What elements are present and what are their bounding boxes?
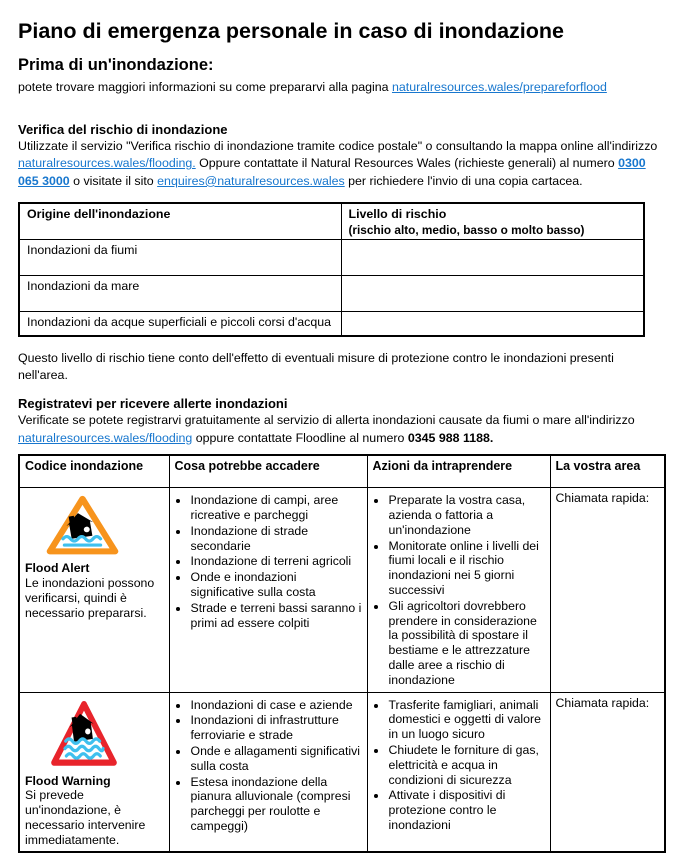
link-enquires-email[interactable]: enquires@naturalresources.wales <box>157 173 345 188</box>
flood-warning-name: Flood Warning <box>25 773 111 788</box>
text-segment: potete trovare maggiori informazioni su come prepararvi alla pagina <box>18 80 392 94</box>
flood-alert-code-cell <box>19 488 169 692</box>
risk-note: Questo livello di rischio tiene conto dell'effetto di eventuali misure di protezione contro le inondazioni presenti nell'area. <box>18 350 614 383</box>
alerts-header-what: Cosa potrebbe accadere <box>169 455 367 488</box>
bullet-item: • Strade e terreni bassi saranno i primi ad essere colpiti <box>190 601 362 631</box>
bullet-item: • Onde e inondazioni significative sulla costa <box>190 570 362 600</box>
flood-warning-area-cell: Chiamata rapida: <box>550 692 665 851</box>
flood-alert-description: Le inondazioni possono verificarsi, quindi è necessario prepararsi. <box>25 576 155 620</box>
flood-alert-actions-cell <box>367 488 550 692</box>
bullet-item: • Monitorate online i livelli dei fiumi locali e il rischio inondazioni nei 5 giorni successivi <box>388 539 545 598</box>
risk-level-cell-sea <box>341 275 644 311</box>
risk-row-surface-water <box>19 311 644 336</box>
bullet-item: • Attivate i dispositivi di protezione contro le inondazioni <box>388 788 545 832</box>
text-segment: oppure contattate Floodline al numero <box>192 430 408 445</box>
bullet-item: • Inondazione di strade secondarie <box>190 524 362 554</box>
check-risk-paragraph <box>18 138 663 191</box>
risk-row-label: Inondazioni da acque superficiali e piccoli corsi d'acqua <box>19 311 341 336</box>
flood-alert-area-cell: Chiamata rapida: <box>550 488 665 692</box>
check-risk-heading: Verifica del rischio di inondazione <box>18 121 228 137</box>
bullet-item: • Gli agricoltori dovrebbero prendere in considerazione la possibilità di spostare il bestiame e le attrezzature dalle aree a rischio di inondazione <box>388 599 545 688</box>
bullet-item: • Estesa inondazione della pianura alluvionale (compresi parcheggi per roulotte e campeggi) <box>190 775 362 834</box>
bullet-item: • Inondazioni di case e aziende <box>190 698 362 713</box>
page-title: Piano di emergenza personale in caso di inondazione <box>18 19 564 43</box>
bullet-item: • Preparate la vostra casa, azienda o fattoria a un'inondazione <box>388 493 545 537</box>
register-heading: Registratevi per ricevere allerte inondazioni <box>18 396 288 412</box>
flood-alert-actions-list <box>373 493 545 687</box>
link-prepareforflood[interactable]: naturalresources.wales/prepareforflood <box>391 80 607 94</box>
bullet-item: • Onde e allagamenti significativi sulla costa <box>190 744 362 774</box>
link-phone-0300-065-3000[interactable]: 0300 065 3000 <box>18 156 646 188</box>
flood-warning-what-cell <box>169 692 367 851</box>
risk-level-cell-surface-water <box>341 311 644 336</box>
bullet-item: • Inondazione di campi, aree ricreative e parcheggi <box>190 493 362 523</box>
risk-header-origin: Origine dell'inondazione <box>19 203 341 239</box>
flood-warning-code-cell <box>19 692 169 851</box>
alerts-header-area: La vostra area <box>550 455 665 488</box>
flood-alert-what-cell <box>169 488 367 692</box>
alerts-header-code: Codice inondazione <box>19 455 169 488</box>
before-flood-intro <box>18 79 663 97</box>
risk-row-rivers <box>19 239 644 275</box>
risk-row-label: Inondazioni da mare <box>19 275 341 311</box>
flood-warning-actions-cell <box>367 692 550 851</box>
text-segment: Verificate se potete registrarvi gratuitamente al servizio di allerta inondazioni causate da fiumi o mare all'indirizzo <box>18 413 635 428</box>
risk-level-cell-rivers <box>341 239 644 275</box>
risk-header-level-subtitle: (rischio alto, medio, basso o molto basso) <box>348 222 585 237</box>
flood-alert-row <box>19 488 665 692</box>
text-segment: o visitate il sito <box>69 173 158 188</box>
bullet-item: • Chiudete le forniture di gas, elettricità e acqua in condizioni di sicurezza <box>388 743 545 787</box>
alerts-table-header-row <box>19 455 665 488</box>
text-segment: per richiedere l'invio di una copia cartacea. <box>344 173 583 188</box>
risk-table-header-row <box>19 203 644 239</box>
link-flooding-2[interactable]: naturalresources.wales/flooding <box>18 430 193 445</box>
alerts-table <box>18 454 666 852</box>
flood-alert-happen-list <box>175 493 362 630</box>
flood-warning-description: Si prevede un'inondazione, è necessario intervenire immediatamente. <box>25 788 146 847</box>
text-segment: Oppure contattate il Natural Resources Wales (richieste generali) al numero <box>195 156 619 171</box>
flood-alert-name: Flood Alert <box>25 561 90 576</box>
risk-header-level <box>341 203 644 239</box>
bullet-item: • Inondazioni di infrastrutture ferroviarie e strade <box>190 713 362 743</box>
register-paragraph <box>18 412 663 447</box>
alerts-header-actions: Azioni da intraprendere <box>367 455 550 488</box>
flood-warning-icon <box>50 699 164 770</box>
flood-warning-happen-list <box>175 698 362 834</box>
flood-alert-icon <box>45 494 164 557</box>
bullet-item: • Trasferite famigliari, animali domestici e oggetti di valore in un luogo sicuro <box>388 698 545 742</box>
risk-row-sea <box>19 275 644 311</box>
risk-header-level-title: Livello di rischio <box>348 207 447 222</box>
flood-warning-actions-list <box>373 698 545 833</box>
bullet-item: • Inondazione di terreni agricoli <box>190 554 362 569</box>
text-segment: Utilizzate il servizio "Verifica rischio di inondazione tramite codice postale" o consultando la mappa online all'indirizzo <box>18 138 658 153</box>
link-flooding[interactable]: naturalresources.wales/flooding. <box>18 156 196 171</box>
before-flood-heading: Prima di un'inondazione: <box>18 56 214 74</box>
text-segment: 0345 988 1188. <box>407 430 494 445</box>
flood-warning-row <box>19 692 665 851</box>
risk-row-label: Inondazioni da fiumi <box>19 239 341 275</box>
risk-table <box>18 202 645 337</box>
